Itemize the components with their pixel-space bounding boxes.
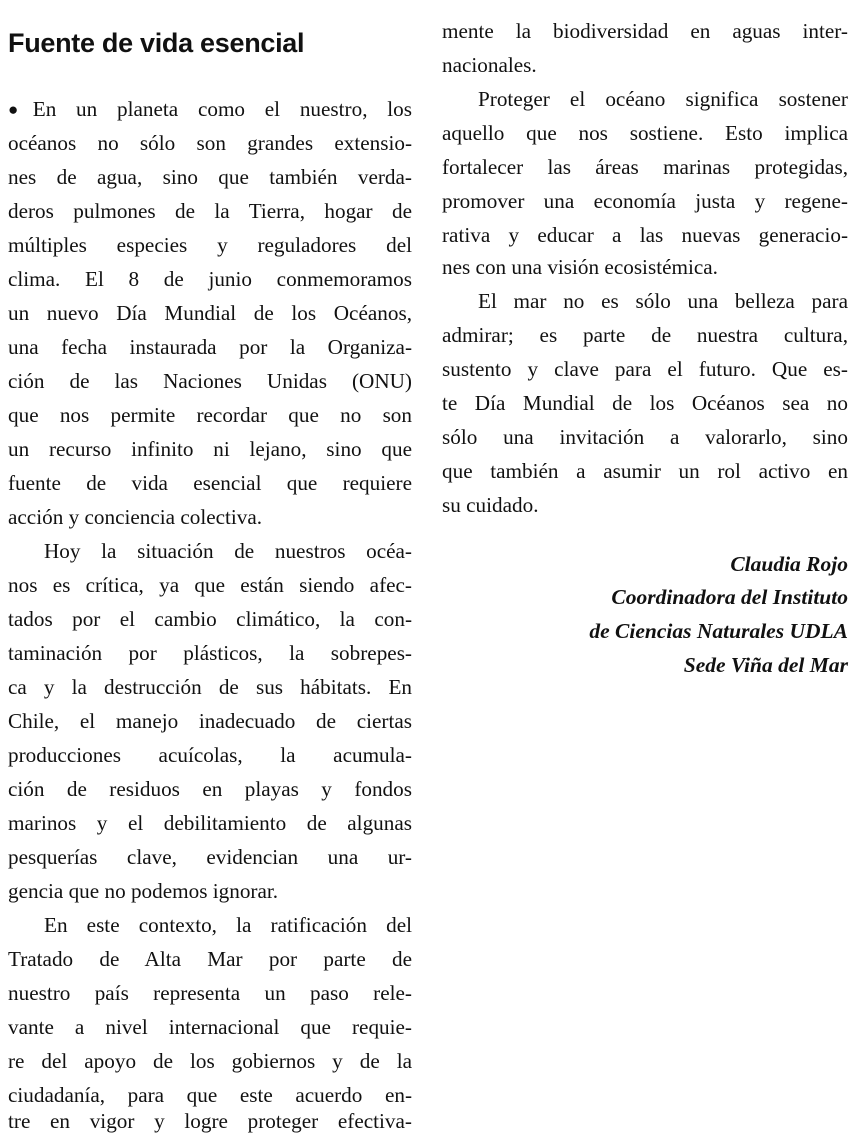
headline: Fuente de vida esencial bbox=[8, 28, 305, 58]
article-line: ción de las Naciones Unidas (ONU) bbox=[8, 369, 412, 393]
article-line: te Día Mundial de los Océanos sea no bbox=[442, 391, 848, 415]
article-line: pesquerías clave, evidencian una ur- bbox=[8, 845, 412, 869]
article-line: sólo una invitación a valorarlo, sino bbox=[442, 425, 848, 449]
bullet-icon: ● bbox=[8, 100, 33, 119]
article-line: su cuidado. bbox=[442, 493, 539, 517]
article-line: re del apoyo de los gobiernos y de la bbox=[8, 1049, 412, 1073]
article-line: aquello que nos sostiene. Esto implica bbox=[442, 121, 848, 145]
article-line: admirar; es parte de nuestra cultura, bbox=[442, 323, 848, 347]
signature-name: Claudia Rojo bbox=[730, 552, 848, 576]
signature-role: de Ciencias Naturales UDLA bbox=[589, 619, 848, 643]
article-line: nes con una visión ecosistémica. bbox=[442, 255, 718, 279]
signature-role: Coordinadora del Instituto bbox=[611, 585, 848, 609]
article-line: Chile, el manejo inadecuado de ciertas bbox=[8, 709, 412, 733]
signature-location: Sede Viña del Mar bbox=[683, 653, 848, 677]
article-line: ción de residuos en playas y fondos bbox=[8, 777, 412, 801]
article-line: taminación por plásticos, la sobrepes- bbox=[8, 641, 412, 665]
article-line: ciudadanía, para que este acuerdo en- bbox=[8, 1083, 412, 1107]
article-line: acción y conciencia colectiva. bbox=[8, 505, 263, 529]
article-line: Hoy la situación de nuestros océa- bbox=[44, 539, 412, 563]
article-line: mente la biodiversidad en aguas inter- bbox=[442, 19, 848, 43]
article-line bbox=[8, 92, 412, 126]
article-line: fortalecer las áreas marinas protegidas, bbox=[442, 155, 848, 179]
article-line: ca y la destrucción de sus hábitats. En bbox=[8, 675, 412, 699]
article-line: rativa y educar a las nuevas generacio- bbox=[442, 223, 848, 247]
article-line: marinos y el debilitamiento de algunas bbox=[8, 811, 412, 835]
line-text: En un planeta como el nuestro, los bbox=[32, 97, 412, 121]
article-line: un recurso infinito ni lejano, sino que bbox=[8, 437, 412, 461]
article-line: múltiples especies y reguladores del bbox=[8, 233, 412, 257]
article-line: Tratado de Alta Mar por parte de bbox=[8, 947, 412, 971]
article-line: tados por el cambio climático, la con- bbox=[8, 607, 412, 631]
article-line: gencia que no podemos ignorar. bbox=[8, 879, 279, 903]
article-line: que también a asumir un rol activo en bbox=[442, 459, 848, 483]
article-line: Proteger el océano significa sostener bbox=[478, 87, 848, 111]
article-line: clima. El 8 de junio conmemoramos bbox=[8, 267, 412, 291]
article-line: océanos no sólo son grandes extensio- bbox=[8, 131, 412, 155]
article-line: nacionales. bbox=[442, 53, 537, 77]
article-line: un nuevo Día Mundial de los Océanos, bbox=[8, 301, 412, 325]
article-line: En este contexto, la ratificación del bbox=[44, 913, 412, 937]
article-line: nos es crítica, ya que están siendo afec- bbox=[8, 573, 412, 597]
article-line: sustento y clave para el futuro. Que es- bbox=[442, 357, 848, 381]
article-line: El mar no es sólo una belleza para bbox=[478, 289, 848, 313]
article-line: nes de agua, sino que también verda- bbox=[8, 165, 412, 189]
article-line: nuestro país representa un paso rele- bbox=[8, 981, 412, 1005]
article-line: producciones acuícolas, la acumula- bbox=[8, 743, 412, 767]
article-line: una fecha instaurada por la Organiza- bbox=[8, 335, 412, 359]
article-line: deros pulmones de la Tierra, hogar de bbox=[8, 199, 412, 223]
article-line: fuente de vida esencial que requiere bbox=[8, 471, 412, 495]
article-line: tre en vigor y logre proteger efectiva- bbox=[8, 1109, 412, 1133]
article-line: vante a nivel internacional que requie- bbox=[8, 1015, 412, 1039]
article-line: promover una economía justa y regene- bbox=[442, 189, 848, 213]
article-line: que nos permite recordar que no son bbox=[8, 403, 412, 427]
